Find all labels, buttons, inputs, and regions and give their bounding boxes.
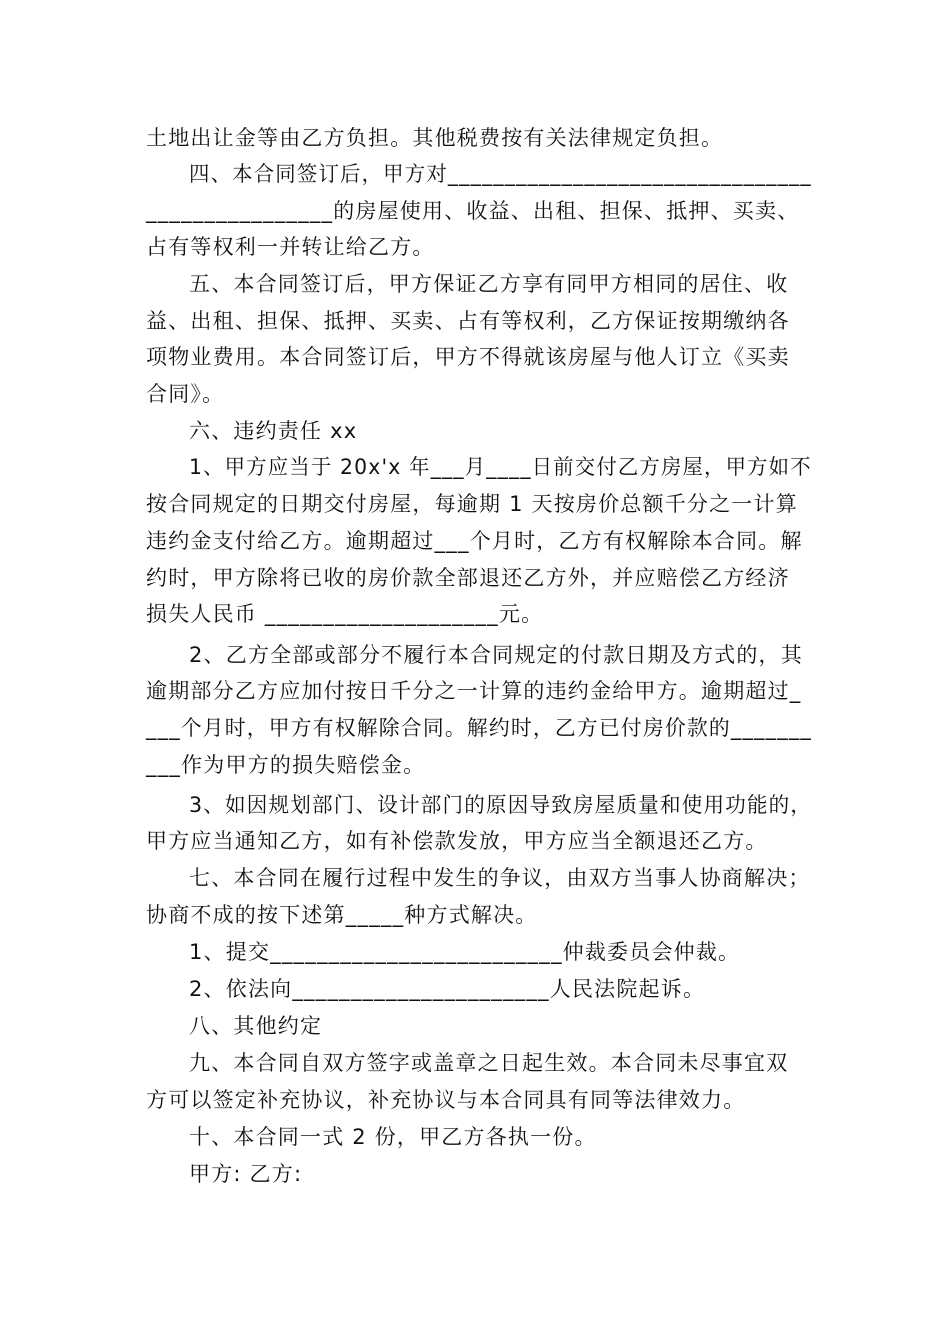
text-line: 3、如因规划部门、设计部门的原因导致房屋质量和使用功能的， (189, 793, 813, 817)
text-line: 方可以签定补充协议，补充协议与本合同具有同等法律效力。 (146, 1088, 746, 1112)
text-line: 1、甲方应当于 20x'x 年___月____日前交付乙方房屋，甲方如不 (189, 455, 812, 479)
text-line: 占有等权利一并转让给乙方。 (146, 235, 435, 259)
text-line: ________________的房屋使用、收益、出租、担保、抵押、买卖、 (146, 199, 800, 223)
text-line: 损失人民币 ____________________元。 (146, 602, 544, 626)
text-line: 约时，甲方除将已收的房价款全部退还乙方外，并应赔偿乙方经济 (146, 566, 790, 590)
text-line: 协商不成的按下述第_____种方式解决。 (146, 903, 538, 927)
text-line: 五、本合同签订后，甲方保证乙方享有同甲方相同的居住、收 (189, 272, 789, 296)
text-line: 八、其他约定 (189, 1014, 323, 1038)
text-line: ___作为甲方的损失赔偿金。 (146, 753, 426, 777)
text-line: 甲方: 乙方: (189, 1162, 303, 1186)
text-line: 四、本合同签订后，甲方对________________________________ (189, 162, 812, 186)
text-line: 逾期部分乙方应加付按日千分之一计算的违约金给甲方。逾期超过_ (146, 679, 802, 703)
text-line: 甲方应当通知乙方，如有补偿款发放，甲方应当全额退还乙方。 (146, 829, 768, 853)
text-line: 1、提交_________________________仲裁委员会仲裁。 (189, 940, 741, 964)
text-line: 六、违约责任 xx (189, 419, 358, 443)
text-line: 益、出租、担保、抵押、买卖、占有等权利，乙方保证按期缴纳各 (146, 309, 790, 333)
text-line: 七、本合同在履行过程中发生的争议，由双方当事人协商解决； (189, 866, 811, 890)
text-line: 九、本合同自双方签字或盖章之日起生效。本合同未尽事宜双 (189, 1051, 789, 1075)
text-line: 2、依法向______________________人民法院起诉。 (189, 977, 706, 1001)
text-line: 合同》。 (146, 382, 225, 406)
text-line: 违约金支付给乙方。逾期超过___个月时，乙方有权解除本合同。解 (146, 529, 803, 553)
text-line: 2、乙方全部或部分不履行本合同规定的付款日期及方式的，其 (189, 643, 803, 667)
text-line: 按合同规定的日期交付房屋，每逾期 1 天按房价总额千分之一计算 (146, 492, 798, 516)
text-line: 项物业费用。本合同签订后，甲方不得就该房屋与他人订立《买卖 (146, 345, 790, 369)
text-line: 土地出让金等由乙方负担。其他税费按有关法律规定负担。 (146, 126, 724, 150)
text-line: ___个月时，甲方有权解除合同。解约时，乙方已付房价款的_______ (146, 716, 813, 740)
text-line: 十、本合同一式 2 份，甲乙方各执一份。 (189, 1125, 597, 1149)
